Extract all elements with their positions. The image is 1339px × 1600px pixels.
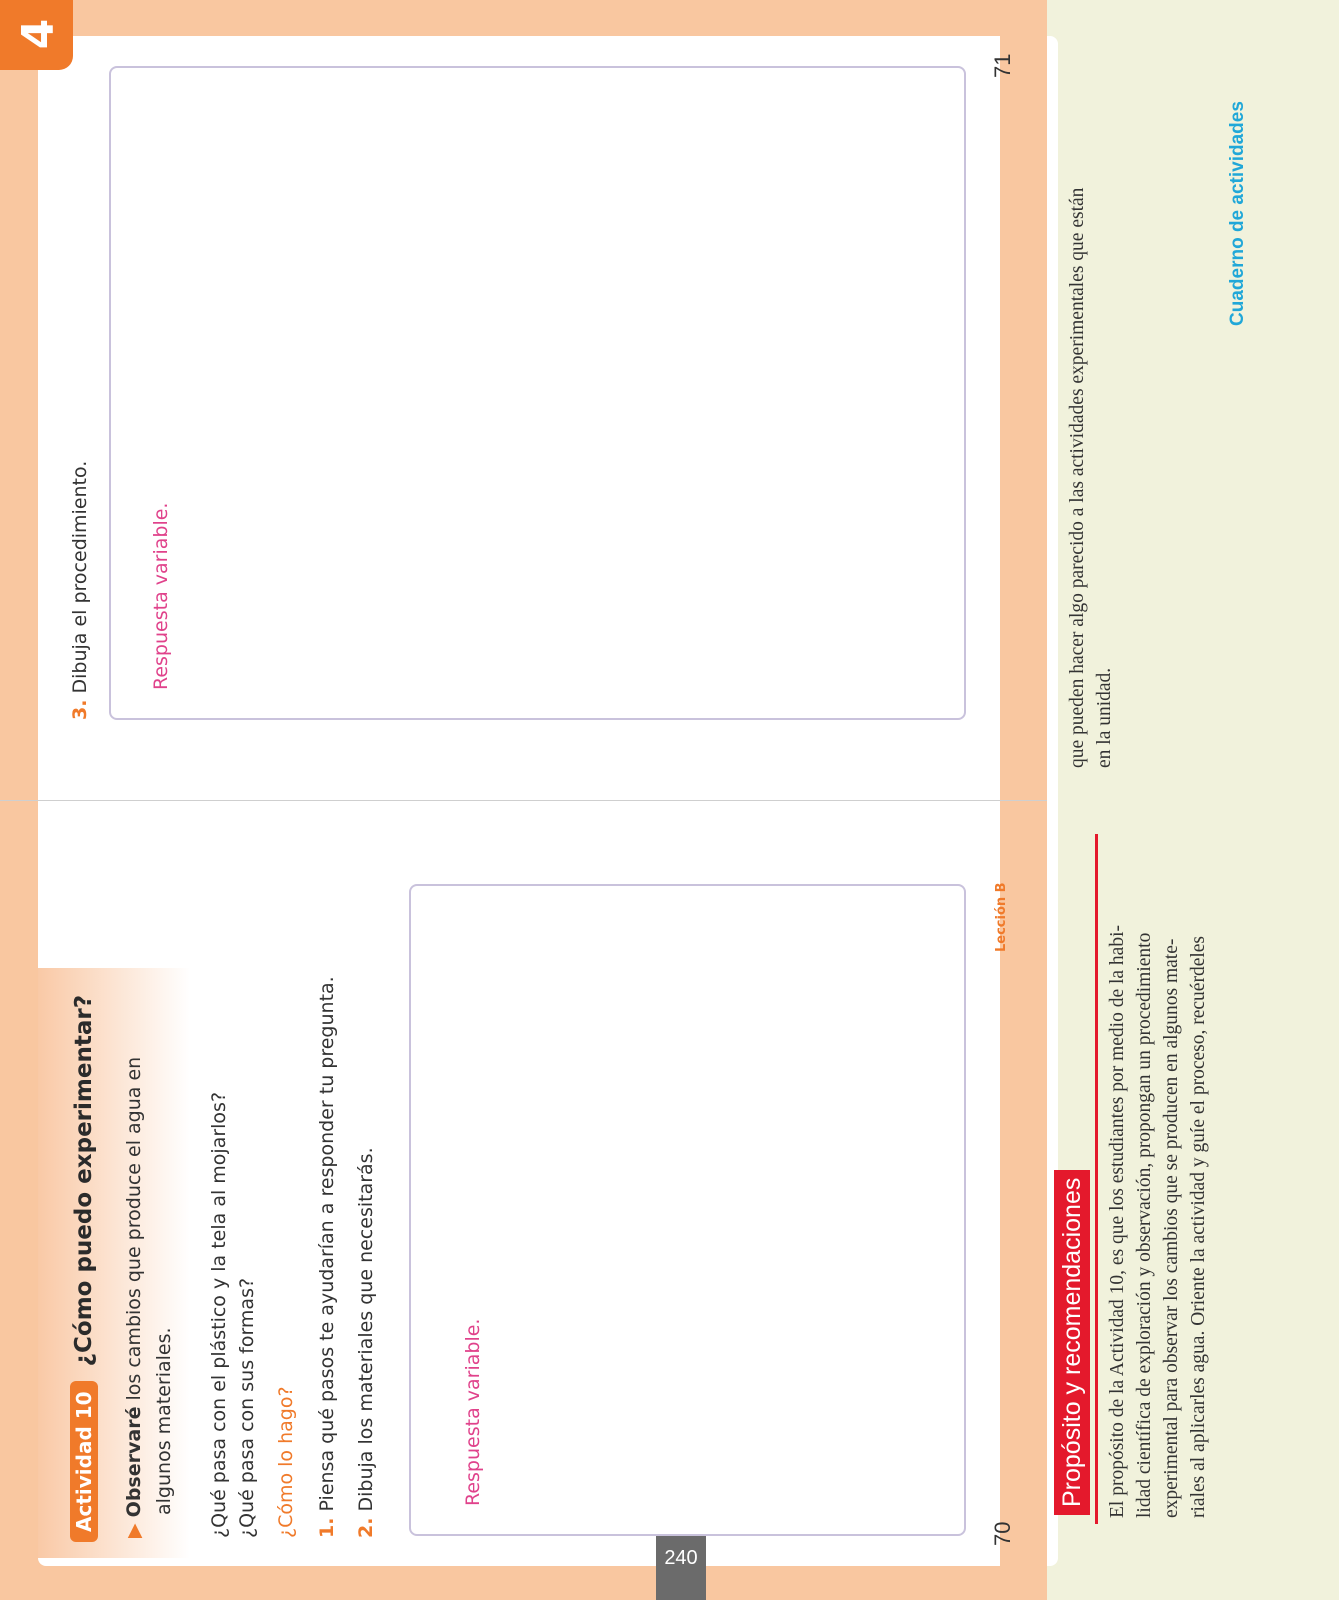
heading-rule — [1095, 834, 1098, 1524]
activity-label-row — [70, 995, 98, 1542]
guide-heading-text: Propósito y recomendaciones — [1054, 1170, 1090, 1515]
guide-para-line-3: experimental para observar los cambios que se producen en algunos mate- — [1161, 938, 1182, 1518]
answer-procedure: Respuesta variable. — [150, 502, 172, 690]
objective-line-1 — [120, 1057, 148, 1538]
objective-line-2: algunos materiales. — [153, 1327, 175, 1515]
materials-drawing-box[interactable] — [409, 884, 966, 1536]
answer-materials: Respuesta variable. — [462, 1318, 484, 1506]
step-1 — [313, 976, 341, 1538]
guide-cont-line-2: en la unidad. — [1094, 667, 1115, 768]
step-2-number: 2. — [355, 1517, 377, 1538]
page-number-70: 70 — [990, 1521, 1015, 1546]
page-number-71: 71 — [990, 53, 1015, 78]
objective-verb: Observaré — [123, 1406, 145, 1518]
page-number-badge: 240 — [656, 1536, 706, 1600]
how-heading: ¿Cómo lo hago? — [275, 1386, 297, 1538]
chapter-tab — [0, 0, 73, 70]
activities-notebook-link[interactable]: Cuaderno de actividades — [1227, 101, 1248, 326]
procedure-drawing-box[interactable] — [109, 66, 966, 720]
guide-para-line-4: riales al aplicarles agua. Oriente la actividad y guíe el proceso, recuérdeles — [1188, 935, 1209, 1518]
lesson-label: Lección B — [994, 882, 1009, 952]
activity-title: ¿Cómo puedo experimentar? — [71, 994, 97, 1367]
step-1-number: 1. — [316, 1517, 338, 1538]
step-1-text: Piensa qué pasos te ayudarían a responder tu pregunta. — [316, 976, 338, 1512]
question-line-2: ¿Qué pasa con sus formas? — [236, 1277, 258, 1538]
guide-cont-line-1: que pueden hacer algo parecido a las actividades experimentales que están — [1067, 187, 1088, 768]
question-line-1: ¿Qué pasa con el plástico y la tela al mojarlos? — [208, 1091, 230, 1538]
guide-para-line-2: lidad científica de exploración y observación, propongan un procedimiento — [1134, 932, 1155, 1518]
objective-text: los cambios que produce el agua en — [123, 1056, 145, 1401]
step-3 — [66, 461, 94, 720]
step-3-number: 3. — [69, 699, 91, 720]
step-2 — [352, 1147, 380, 1538]
guide-heading — [1058, 1170, 1086, 1515]
step-3-text: Dibuja el procedimiento. — [69, 460, 91, 694]
bullet-arrow-icon: ▶ — [123, 1523, 145, 1538]
chapter-number: 4 — [13, 18, 64, 50]
step-2-text: Dibuja los materiales que necesitarás. — [355, 1147, 377, 1512]
activity-badge: Actividad 10 — [70, 1381, 98, 1542]
page-divider — [0, 800, 1047, 801]
guide-para-line-1: El propósito de la Actividad 10, es que los estudiantes por medio de la habi- — [1107, 925, 1128, 1518]
